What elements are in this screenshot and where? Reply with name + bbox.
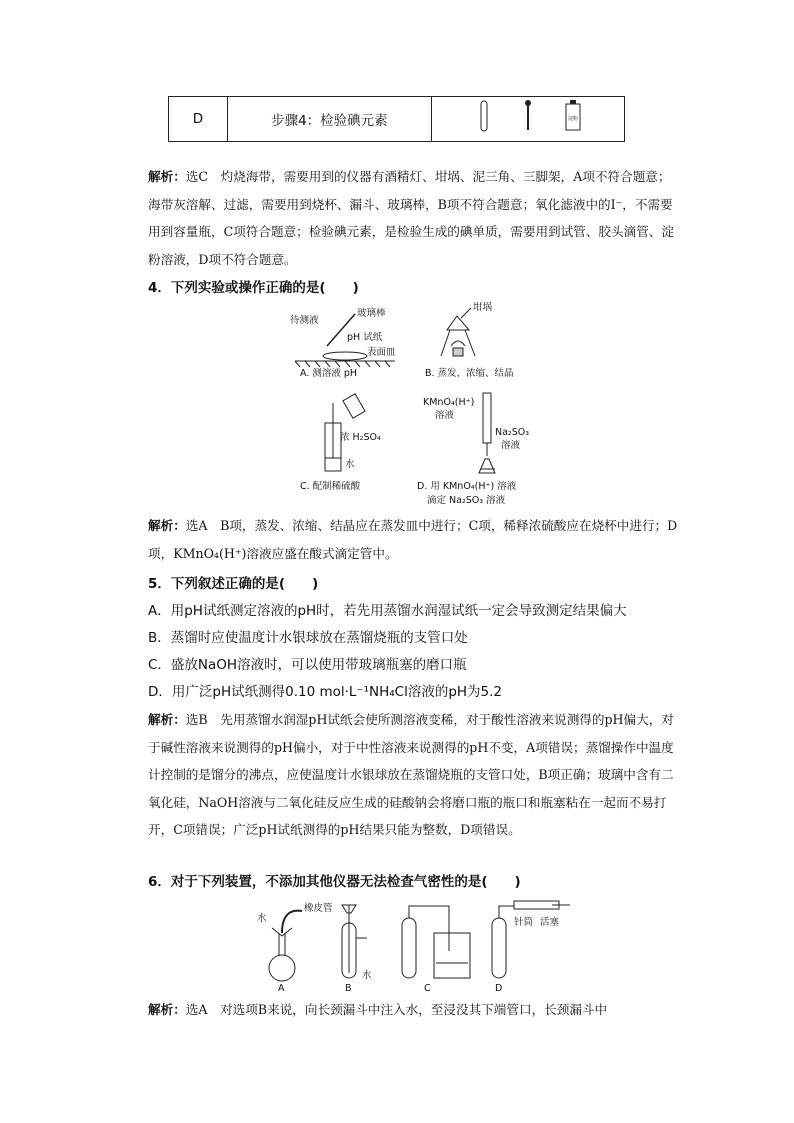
apparatus-d	[492, 901, 570, 993]
answer-text: 选C 灼烧海带，需要用到的仪器有酒精灯、坩埚、泥三角、三脚架，A项不符合题意；海带灰溶解、过滤，需要用到烧杯、漏斗、玻璃棒，B项不符合题意；氧化滤液中的I⁻，不需要用到容量瓶，C项符合题意；检验碘元素，是检验生成的碘单质，需要用到试管、胶头滴管、淀粉溶液，D项不符合题意。	[148, 169, 674, 267]
svg-text:KMnO₄(H⁺): KMnO₄(H⁺)	[423, 397, 475, 408]
answer-5	[148, 706, 680, 844]
svg-text:C: C	[424, 983, 431, 993]
answer-label: 解析：	[148, 712, 186, 727]
svg-text:玻璃棒: 玻璃棒	[357, 308, 386, 319]
table-cell-instruments	[432, 97, 625, 142]
svg-text:水: 水	[345, 459, 355, 470]
option-a: A．用pH试纸测定溶液的pH时，若先用蒸馏水润湿试纸一定会导致测定结果偏大	[148, 603, 627, 619]
svg-text:A: A	[278, 983, 285, 993]
answer-4	[148, 512, 680, 567]
svg-text:橡皮管: 橡皮管	[304, 903, 333, 914]
svg-text:C. 配制稀硫酸: C. 配制稀硫酸	[300, 481, 361, 492]
answer-text: 选A B项，蒸发、浓缩、结晶应在蒸发皿中进行；C项，稀释浓硫酸应在烧杯中进行；D项，KMnO₄(H⁺)溶液应盛在酸式滴定管中。	[148, 518, 678, 561]
step-table	[168, 96, 625, 142]
instruments-figure	[433, 98, 623, 136]
table-cell-step4: 步骤4：检验碘元素	[227, 97, 431, 142]
answer-3	[148, 163, 680, 273]
svg-text:D. 用 KMnO₄(H⁺) 溶液: D. 用 KMnO₄(H⁺) 溶液	[417, 481, 517, 492]
figure-d	[417, 393, 529, 506]
answer-label: 解析：	[148, 1002, 186, 1017]
svg-text:D: D	[495, 983, 503, 993]
question-5-stem: 5．下列叙述正确的是( )	[148, 576, 319, 592]
answer-text: 选B 先用蒸馏水润湿pH试纸会使所测溶液变稀，对于酸性溶液来说测得的pH偏大，对于碱性溶液来说测得的pH偏小，对于中性溶液来说测得的pH不变，A项错误；蒸馏操作中温度计控制的是馏分的沸点，应使温度计水银球放在蒸馏烧瓶的支管口处，B项正确；玻璃中含有二氧化硅，NaOH溶液与二氧化硅反应生成的硅酸钠会将磨口瓶的瓶口和瓶塞粘在一起而不易打开，C项错误；广泛pH试纸测得的pH结果只能为整数，D项错误。	[148, 712, 674, 837]
option-b: B．蒸馏时应使温度计水银球放在蒸馏烧瓶的支管口处	[148, 630, 468, 646]
figure-c	[300, 394, 381, 492]
svg-text:pH 试纸: pH 试纸	[347, 332, 383, 343]
test-tube-icon	[481, 101, 487, 131]
svg-text:坩埚: 坩埚	[473, 302, 493, 313]
apparatus-a	[257, 902, 333, 993]
svg-text:Na₂SO₃: Na₂SO₃	[495, 427, 530, 438]
answer-6	[148, 996, 680, 1024]
svg-text:针筒: 针筒	[514, 917, 534, 928]
svg-text:溶液: 溶液	[435, 410, 455, 421]
svg-text:淀粉: 淀粉	[567, 116, 579, 122]
answer-label: 解析：	[148, 518, 186, 533]
answer-text: 选A 对选项B来说，向长颈漏斗中注入水，至浸没其下端管口，长颈漏斗中	[185, 1002, 608, 1017]
figure-a	[290, 307, 396, 379]
question-6-figure	[252, 893, 572, 993]
table-cell-d: D	[169, 97, 228, 142]
answer-label: 解析：	[148, 169, 186, 184]
svg-text:待测液: 待测液	[290, 315, 319, 326]
svg-text:B: B	[345, 983, 352, 993]
svg-text:水: 水	[257, 913, 267, 924]
question-4-figure	[285, 298, 545, 510]
svg-text:浓 H₂SO₄: 浓 H₂SO₄	[340, 432, 381, 443]
option-c: C．盛放NaOH溶液时，可以使用带玻璃瓶塞的磨口瓶	[148, 657, 467, 673]
svg-text:滴定 Na₂SO₃ 溶液: 滴定 Na₂SO₃ 溶液	[427, 495, 506, 506]
svg-text:表面皿: 表面皿	[367, 347, 396, 358]
svg-text:溶液: 溶液	[501, 440, 521, 451]
svg-text:活塞: 活塞	[540, 917, 560, 928]
apparatus-b	[342, 905, 372, 993]
figure-b	[425, 301, 514, 379]
apparatus-c	[402, 906, 470, 993]
option-d: D．用广泛pH试纸测得0.10 mol·L⁻¹NH₄Cl溶液的pH为5.2	[148, 684, 503, 700]
question-6-stem: 6．对于下列装置，不添加其他仪器无法检查气密性的是( )	[148, 874, 521, 890]
svg-text:水: 水	[362, 970, 372, 981]
svg-text:A. 测溶液 pH: A. 测溶液 pH	[300, 368, 358, 379]
svg-text:B. 蒸发、浓缩、结晶: B. 蒸发、浓缩、结晶	[425, 368, 514, 379]
question-4-stem: 4．下列实验或操作正确的是( )	[148, 280, 359, 296]
